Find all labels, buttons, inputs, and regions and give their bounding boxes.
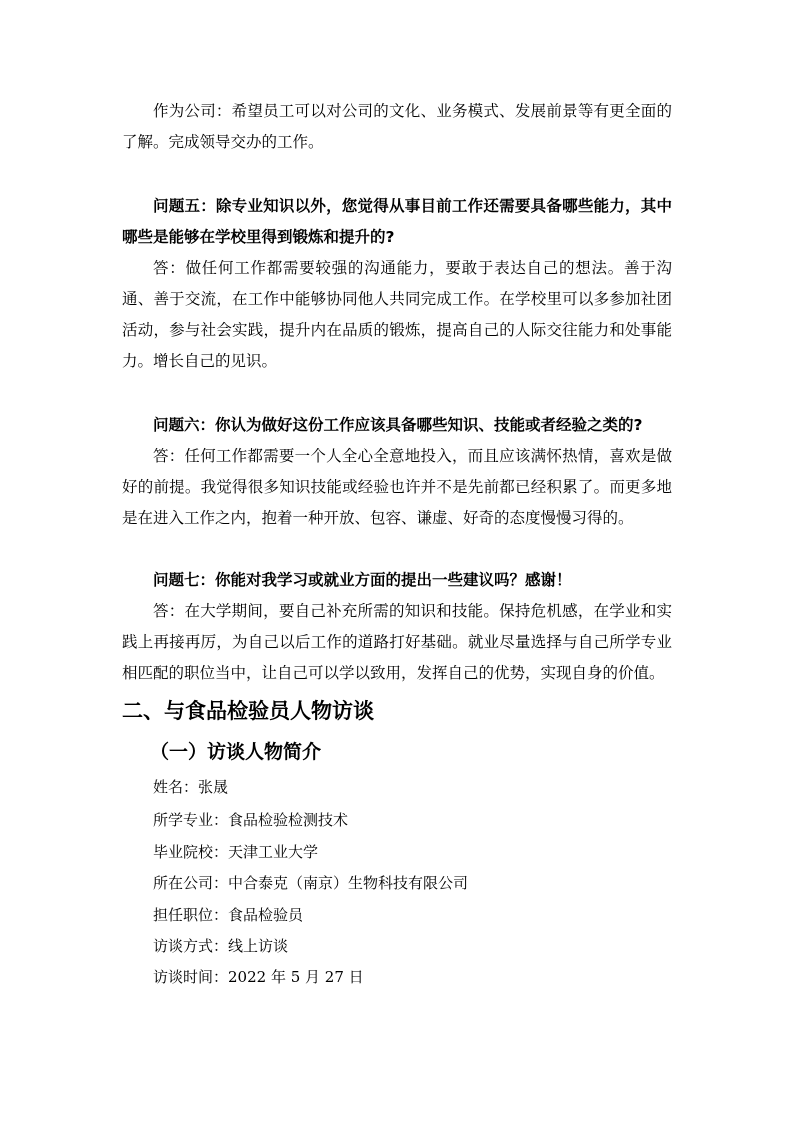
question-7: 问题七：你能对我学习或就业方面的提出一些建议吗？感谢！ — [153, 571, 572, 589]
answer-6: 答：任何工作都需要一个人全心全意地投入，而且应该满怀热情，喜欢是做好的前提。我觉得很多知识技能或经验也许并不是先前都已经积累了。而更多地是在进入工作之内，抱着一种开放、包容、谦虚、好奇的态度慢慢习得的。 — [122, 447, 672, 527]
intro-paragraph: 作为公司：希望员工可以对公司的文化、业务模式、发展前景等有更全面的了解。完成领导交办的工作。 — [122, 102, 672, 151]
answer-5: 答：做任何工作都需要较强的沟通能力，要敢于表达自己的想法。善于沟通、善于交流，在工作中能够协同他人共同完成工作。在学校里可以多参加社团活动，参与社会实践，提升内在品质的锻炼，提高自己的人际交往能力和处事能力。增长自己的见识。 — [122, 259, 672, 370]
answer-7: 答：在大学期间，要自己补充所需的知识和技能。保持危机感，在学业和实践上再接再厉，为自己以后工作的道路打好基础。就业尽量选择与自己所学专业相匹配的职位当中，让自己可以学以致用，发挥自己的优势，实现自身的价值。 — [122, 602, 672, 682]
profile-school: 毕业院校：天津工业大学 — [153, 843, 319, 861]
profile-interview-date: 访谈时间：2022 年 5 月 27 日 — [153, 968, 364, 986]
subsection-heading: （一）访谈人物简介 — [150, 741, 322, 763]
question-6: 问题六：你认为做好这份工作应该具备哪些知识、技能或者经验之类的? — [153, 416, 643, 434]
profile-name: 姓名：张晟 — [153, 778, 229, 796]
profile-company: 所在公司：中合泰克（南京）生物科技有限公司 — [153, 874, 469, 892]
profile-position: 担任职位：食品检验员 — [153, 906, 304, 924]
profile-interview-method: 访谈方式：线上访谈 — [153, 937, 289, 955]
section-heading: 二、与食品检验员人物访谈 — [122, 699, 374, 723]
profile-major: 所学专业：食品检验检测技术 — [153, 811, 349, 829]
question-5: 问题五：除专业知识以外，您觉得从事目前工作还需要具备哪些能力，其中哪些是能够在学校里得到锻炼和提升的? — [122, 197, 672, 246]
